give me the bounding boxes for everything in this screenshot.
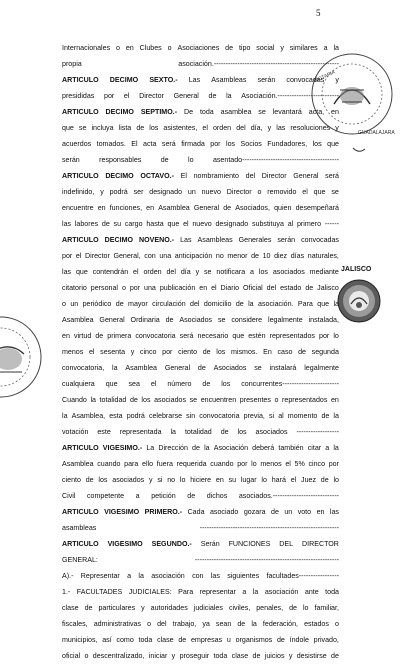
text-line: encuentre en funciones, en Asamblea General de Asociados, quien desempeñará bbox=[62, 204, 339, 212]
text-line: presididas por el Director General de la Asociación.-------------------------- bbox=[62, 92, 339, 100]
text-line: A).- Representar a la asociación con las siguientes facultades----------------- bbox=[62, 572, 339, 580]
text-line: ARTICULO VIGESIMO PRIMERO.- Cada asociado gozara de un voto en las bbox=[62, 508, 339, 516]
text-line: ARTICULO VIGESIMO.- La Dirección de la Asociación deberá también citar a la bbox=[62, 444, 339, 452]
text-line: oficial o descentralizado, iniciar y proseguir toda clase de juicios y desistirse de bbox=[62, 652, 339, 660]
text-line: Asamblea cuando para ello fuera requerida cuando por lo menos el 5% cinco por bbox=[62, 460, 339, 468]
text-line: ARTICULO DECIMO OCTAVO.- El nombramiento del Director General será bbox=[62, 172, 339, 180]
text-line: ARTICULO DECIMO SEPTIMO.- De toda asamblea se levantará acta, en bbox=[62, 108, 339, 116]
text-line: que se incluya lista de los asistentes, el orden del día, y las resoluciones y bbox=[62, 124, 339, 132]
text-line: Asamblea General Ordinaria de Asociados se considere legalmente instalada, bbox=[62, 316, 339, 324]
text-line: GENERAL: ------------------------------------------------------------- bbox=[62, 556, 339, 564]
text-line: menos el sesenta y cinco por ciento de los mismos. En caso de segunda bbox=[62, 348, 339, 356]
text-line: ciento de los asociados y si no lo hiciere en su lugar lo hará el Juez de lo bbox=[62, 476, 339, 484]
text-line: acuerdos tomados. El acta será firmada por los Socios Fundadores, los que bbox=[62, 140, 339, 148]
svg-text:GUADALAJARA: GUADALAJARA bbox=[358, 130, 395, 136]
state-seal-icon bbox=[336, 278, 382, 324]
jalisco-label: JALISCO bbox=[341, 266, 372, 273]
text-line: citatorio personal o por una publicación en el Diario Oficial del estado de Jalisco bbox=[62, 284, 339, 292]
text-line: cualquiera que sea el número de los concurrentes------------------------ bbox=[62, 380, 339, 388]
notary-seal-icon bbox=[0, 312, 46, 402]
text-line: indefinido, y podrá ser designado un nuevo Director o removido el que se bbox=[62, 188, 339, 196]
text-line: o un periódico de mayor circulación del domicilio de la asociación. Para que la bbox=[62, 300, 339, 308]
text-line: por el Director General, con una anticipación no menor de 10 diez días naturales, bbox=[62, 252, 339, 260]
text-line: fiscales, administrativas o del trabajo, ya sean de la federación, estados o bbox=[62, 620, 339, 628]
text-line: clase de particulares y autoridades judiciales civiles, penales, de lo familiar, bbox=[62, 604, 339, 612]
text-line: municipios, así como toda clase de empresas u organismos de índole privado, bbox=[62, 636, 339, 644]
text-line: serán responsables de lo asentado----------------------------------------- bbox=[62, 156, 339, 164]
text-line: Internacionales o en Clubes o Asociaciones de tipo social y similares a la bbox=[62, 44, 339, 52]
notary-seal-left bbox=[0, 312, 46, 402]
text-line: convocatoria, la Asamblea General de Asociados se instalará legalmente bbox=[62, 364, 339, 372]
text-line: asambleas ----------------------------------------------------------- bbox=[62, 524, 339, 532]
text-line: 1.- FACULTADES JUDICIALES: Para representar a la asociación ante toda bbox=[62, 588, 339, 596]
text-line: las labores de su cargo hasta que el nuevo designado substituya al primero ------ bbox=[62, 220, 339, 228]
page-number: 5 bbox=[316, 8, 321, 18]
pen-mark-icon bbox=[352, 146, 366, 154]
text-line: ARTICULO DECIMO NOVENO.- Las Asambleas Generales serán convocadas bbox=[62, 236, 339, 244]
text-line: votación este representada la totalidad de los asociados ------------------ bbox=[62, 428, 339, 436]
text-line: ARTICULO DECIMO SEXTO.- Las Asambleas serán convocadas y bbox=[62, 76, 339, 84]
text-line: en virtud de primera convocatoria será necesario que estén representados por lo bbox=[62, 332, 339, 340]
jalisco-seal bbox=[336, 278, 382, 324]
text-line: la Asamblea, esta podrá celebrarse sin convocatoria previa, si al momento de la bbox=[62, 412, 339, 420]
text-line: las que contendrán el orden del día y se notificara a los asociados mediante bbox=[62, 268, 339, 276]
text-line: ARTICULO VIGESIMO SEGUNDO.- Serán FUNCIONES DEL DIRECTOR bbox=[62, 540, 339, 548]
text-line: Cuando la totalidad de los asociados se encuentren presentes o representados en bbox=[62, 396, 339, 404]
document-body bbox=[62, 40, 339, 664]
text-line: Civil competente a petición de dichos asociados.---------------------------- bbox=[62, 492, 339, 500]
text-line: propia asociación.----------------------------------------------------- bbox=[62, 60, 339, 68]
svg-text:NOTARIA: NOTARIA bbox=[313, 69, 337, 85]
